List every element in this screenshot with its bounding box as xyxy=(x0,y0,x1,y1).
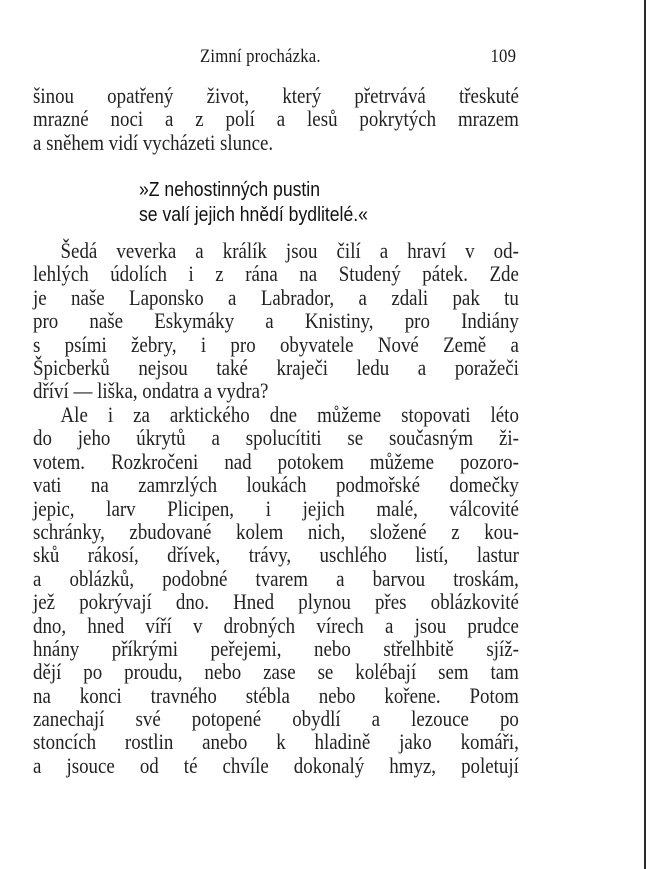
text-line: vati na zamrzlých loukách podmořské domečky xyxy=(33,472,519,498)
paragraph-continued xyxy=(33,84,519,154)
page-number: 109 xyxy=(490,46,516,67)
text-line: Ale i za arktického dne můžeme stopovati léto xyxy=(60,402,519,427)
text-line: hnány příkrými peřejemi, nebo střelhbitě sjíž- xyxy=(33,635,519,661)
text-line: Špicberků nejsou také kraječi ledu a poražeči xyxy=(33,354,519,380)
paragraph-1 xyxy=(33,239,519,403)
chapter-title: Zimní procházka. xyxy=(200,46,321,67)
text-line: dějí po proudu, nebo zase se kolébají sem tam xyxy=(33,659,519,685)
text-line: mrazné noci a z polí a lesů pokrytých mrazem xyxy=(33,106,519,132)
text-line: šinou opatřený život, který přetrvává třeskuté xyxy=(33,83,519,108)
running-head xyxy=(200,46,518,68)
text-line: na konci travného stébla nebo kořene. Potom xyxy=(33,682,519,708)
text-line: pro naše Eskymáky a Knistiny, pro Indiány xyxy=(33,308,519,334)
paragraph-2 xyxy=(33,403,519,777)
text-line: stoncích rostlin anebo k hladině jako komáři, xyxy=(33,729,519,755)
text-line: jepic, larv Plicipen, i jejich malé, válcovité xyxy=(33,495,519,521)
text-line: je naše Laponsko a Labrador, a zdali pak tu xyxy=(33,284,519,310)
text-line: a jsouce od té chvíle dokonalý hmyz, poletují xyxy=(33,752,519,778)
page-edge-border xyxy=(644,0,646,869)
text-line: dno, hned víří v drobných vírech a jsou prudce xyxy=(33,612,519,638)
text-line: zanechají své potopené obydlí a lezouce po xyxy=(33,706,519,732)
text-line: dříví — liška, ondatra a vydra? xyxy=(33,378,269,404)
epigraph-quote xyxy=(139,178,399,228)
text-line: schránky, zbudované kolem nich, složené z kou- xyxy=(33,518,519,544)
text-line: Šedá veverka a králík jsou čilí a hraví v od- xyxy=(60,238,519,263)
text-line: a oblázků, podobné tvarem a barvou troskám, xyxy=(33,565,519,591)
epigraph-line: se valí jejich hnědí bydlitelé.« xyxy=(139,204,368,226)
text-line: votem. Rozkročeni nad potokem můžeme pozoro- xyxy=(33,448,519,474)
epigraph-line: »Z nehostinných pustin xyxy=(139,179,321,201)
text-line: a sněhem vidí vycházeti slunce. xyxy=(33,129,274,155)
text-line: do jeho úkrytů a spolucítiti se současným ži- xyxy=(33,425,519,451)
text-line: sků rákosí, dřívek, trávy, uschlého listí, lastur xyxy=(33,542,519,568)
text-line: jež pokrývají dno. Hned plynou přes oblázkovité xyxy=(33,589,519,615)
text-line: s psími žebry, i pro obyvatele Nové Země a xyxy=(33,331,519,357)
text-line: lehlých údolích i z rána na Studený pátek. Zde xyxy=(33,261,519,287)
